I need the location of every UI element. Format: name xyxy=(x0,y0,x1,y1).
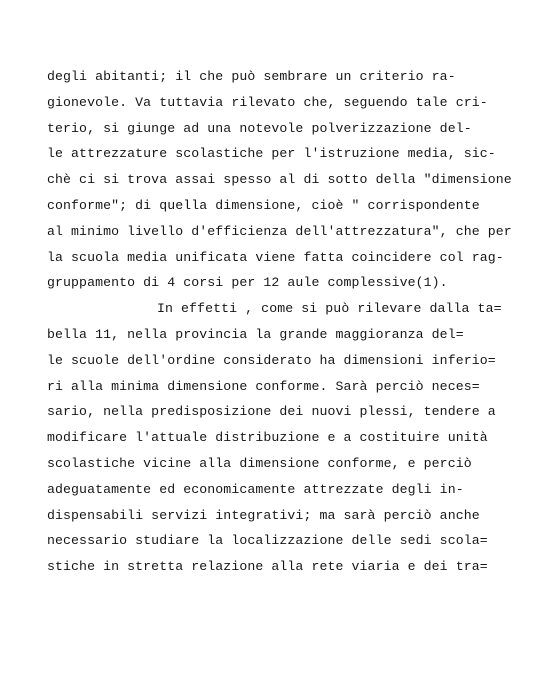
text-line: sario, nella predisposizione dei nuovi plessi, tendere a xyxy=(47,404,496,420)
text-line: conforme"; di quella dimensione, cioè " corrispondente xyxy=(47,197,480,213)
text-line: degli abitanti; il che può sembrare un criterio ra- xyxy=(47,69,456,84)
text-line: necessario studiare la localizzazione delle sedi scola= xyxy=(47,533,488,549)
text-line: la scuola media unificata viene fatta coincidere col rag- xyxy=(47,249,504,265)
text-line: ri alla minima dimensione conforme. Sarà perciò neces= xyxy=(47,378,480,394)
text-line: le attrezzature scolastiche per l'istruzione media, sic- xyxy=(47,146,496,162)
text-line: gruppamento di 4 corsi per 12 aule complessive(1). xyxy=(47,275,448,291)
text-line: le scuole dell'ordine considerato ha dimensioni inferio= xyxy=(47,352,496,368)
paragraph-start-line: In effetti , come si può rilevare dalla ta= xyxy=(157,301,502,317)
text-line: terio, si giunge ad una notevole polverizzazione del- xyxy=(47,120,472,136)
text-line: modificare l'attuale distribuzione e a costituire unità xyxy=(47,430,488,446)
text-line: adeguatamente ed economicamente attrezzate degli in- xyxy=(47,481,464,497)
text-line: bella 11, nella provincia la grande maggioranza del= xyxy=(47,326,464,342)
body-text xyxy=(47,64,512,580)
text-line: dispensabili servizi integrativi; ma sarà perciò anche xyxy=(47,507,480,523)
text-line: scolastiche vicine alla dimensione conforme, e perciò xyxy=(47,455,472,471)
text-line: chè ci si trova assai spesso al di sotto della "dimensione xyxy=(47,172,512,188)
text-line: al minimo livello d'efficienza dell'attrezzatura", che per xyxy=(47,223,512,239)
text-line: stiche in stretta relazione alla rete viaria e dei tra= xyxy=(47,559,488,575)
text-line: gionevole. Va tuttavia rilevato che, seguendo tale cri- xyxy=(47,94,488,110)
